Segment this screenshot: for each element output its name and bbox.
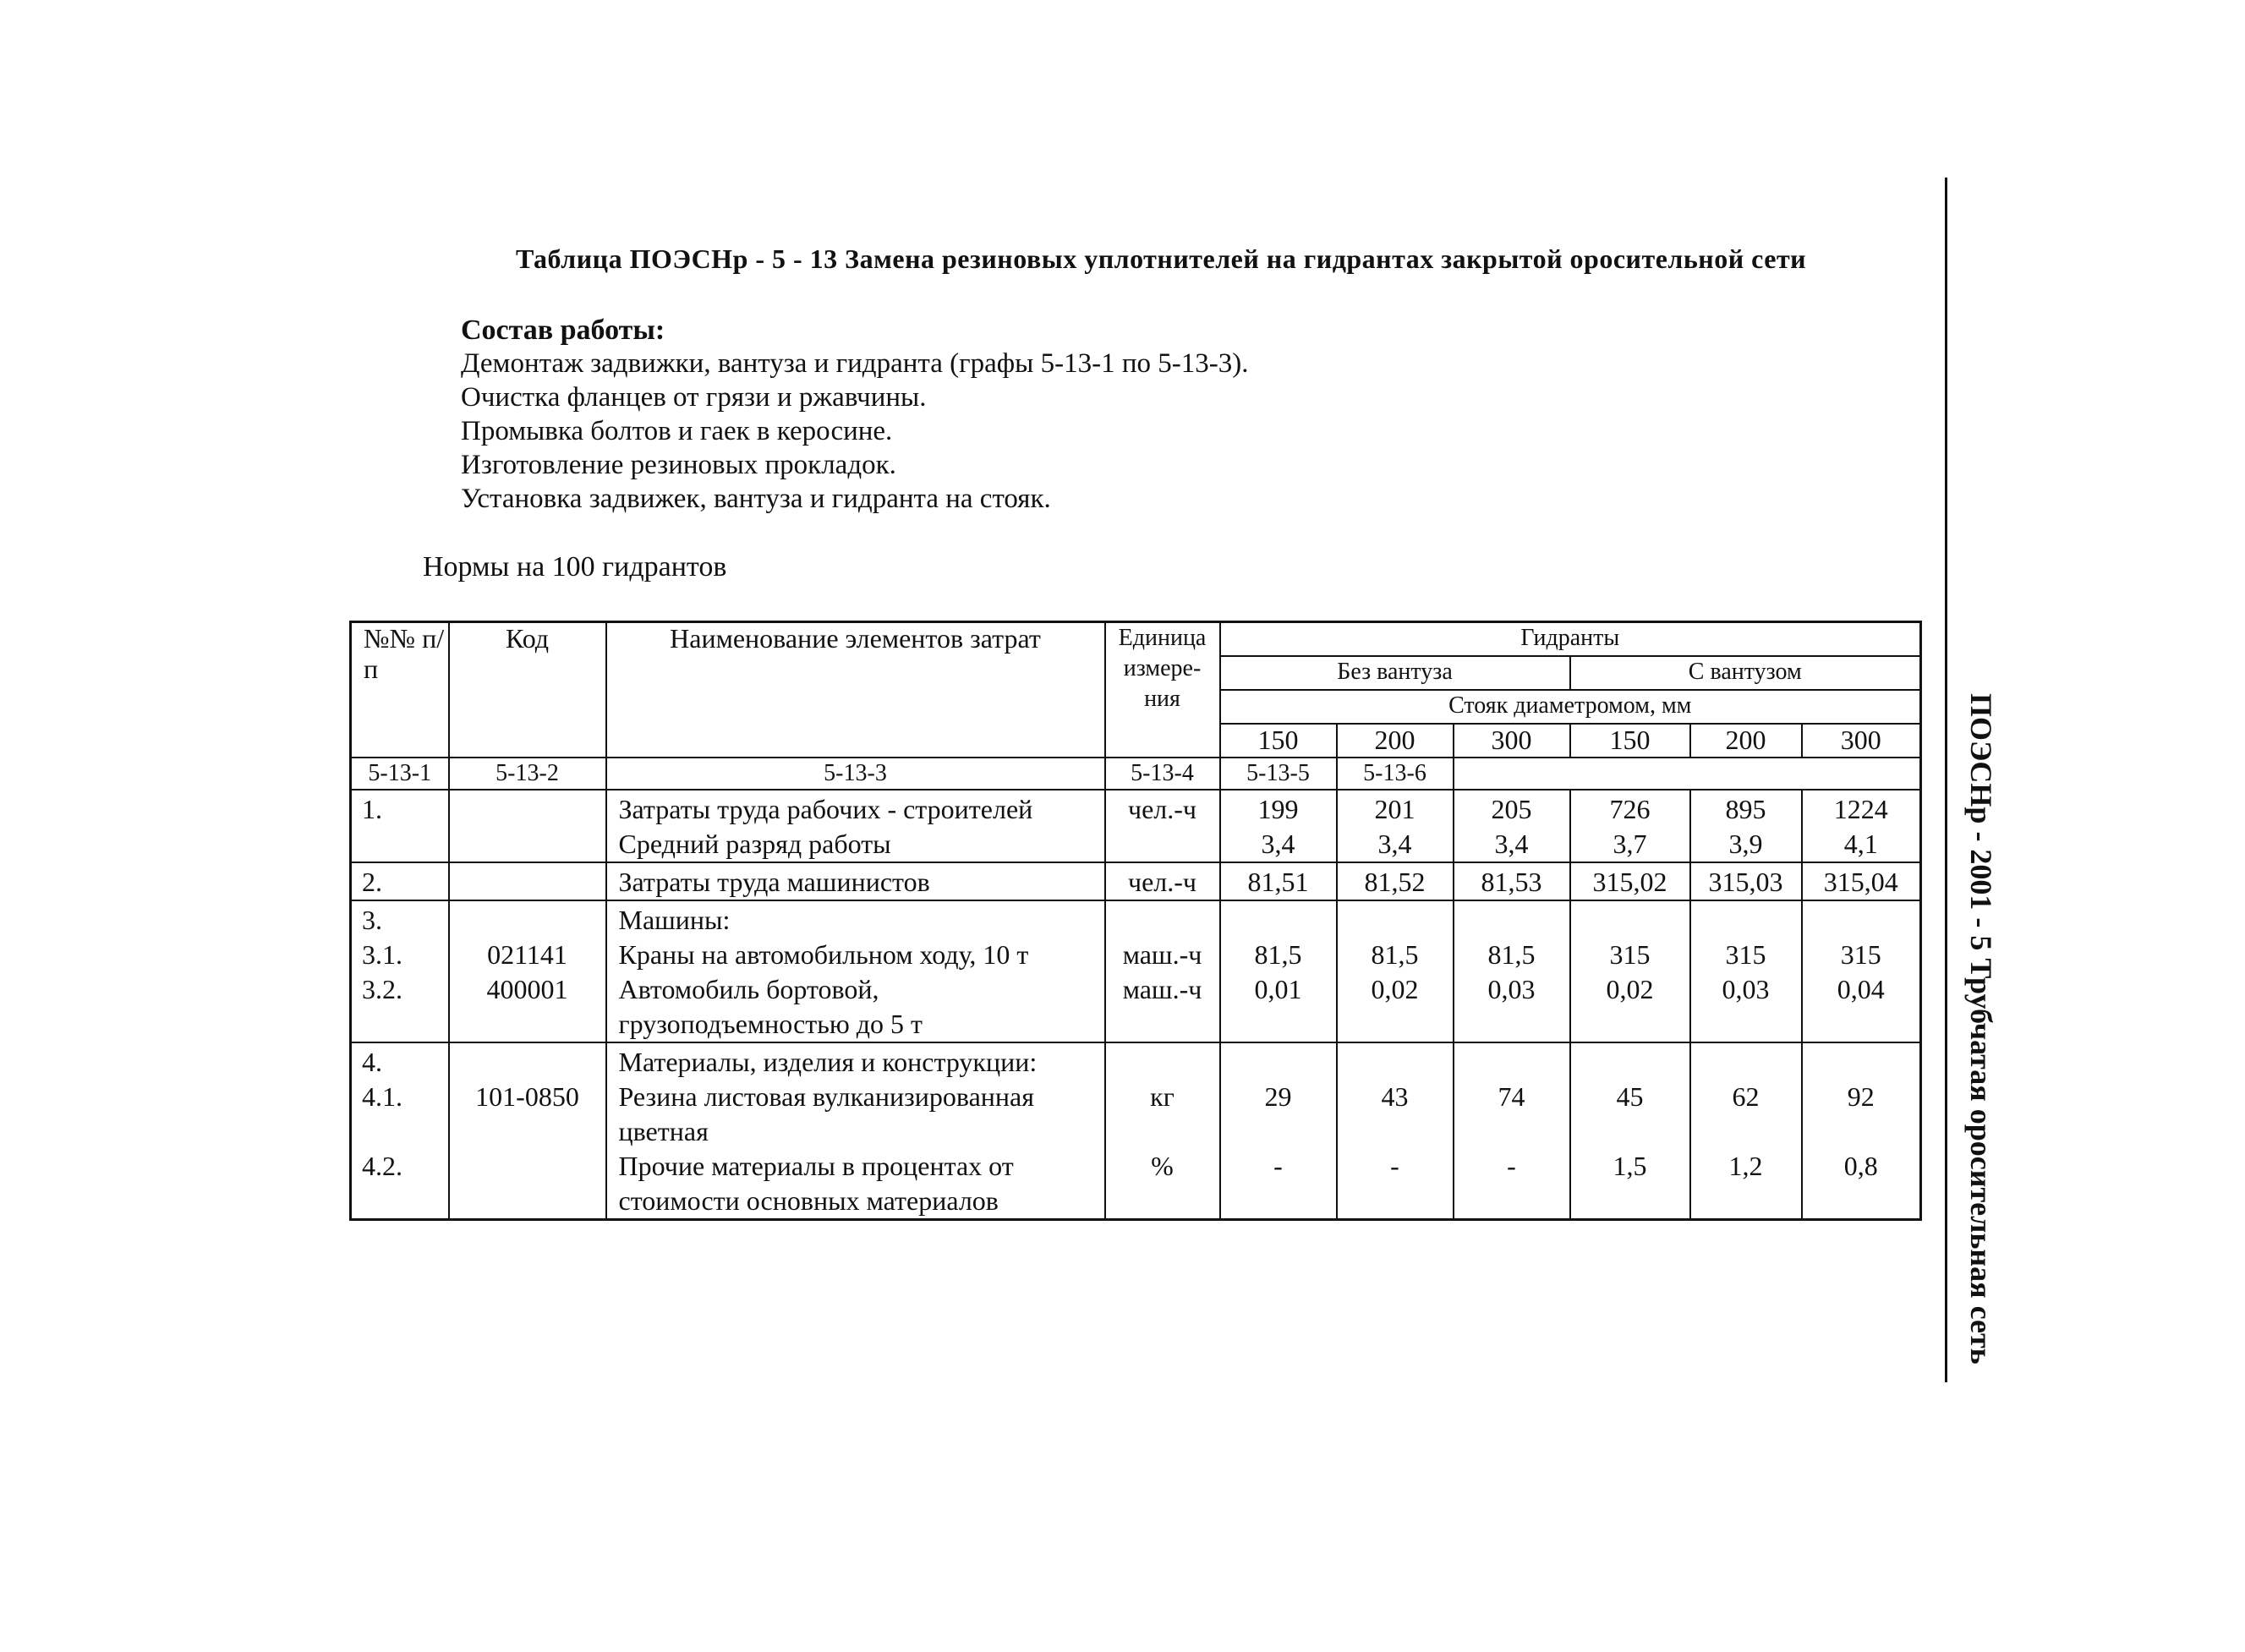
norms-label: Нормы на 100 гидрантов [423,551,727,583]
cell-text: 199 [1257,793,1299,824]
cell-value [1337,862,1454,900]
cell-value [1454,862,1570,900]
table-header [351,622,1921,790]
cell-text: - [1390,1150,1399,1181]
cell-value [1802,862,1921,900]
cell-num [351,1042,449,1220]
cell-text: 315,04 [1823,866,1898,897]
cell-text: Машины: [618,904,731,935]
cell-text: 4.2. [362,1150,402,1181]
cell-text: 0,02 [1371,973,1419,1004]
cell-text: чел.-ч [1127,793,1196,824]
cell-unit [1105,790,1220,862]
work-item: Изготовление резиновых прокладок. [461,450,896,480]
cell-text: 315 [1725,938,1766,970]
cell-text: 3. [362,904,382,935]
cell-text: 81,52 [1364,866,1426,897]
header-column-code: 5-13-1 [351,758,449,790]
cell-text: 0,01 [1254,973,1302,1004]
cell-value [1802,790,1921,862]
document-title: Таблица ПОЭСНр - 5 - 13 Замена резиновых уплотнителей на гидрантах закрытой оросительной сети [516,243,1807,274]
header-column-code: 5-13-3 [606,758,1105,790]
cell-text: Краны на автомобильном ходу, 10 т [618,938,1029,970]
cell-code [449,1042,606,1220]
cell-text: 4.1. [362,1080,402,1112]
cell-text: 74 [1498,1080,1525,1112]
cell-text: 45 [1616,1080,1644,1112]
cell-value [1454,1042,1570,1220]
cell-text: 81,53 [1481,866,1542,897]
cell-text: 29 [1264,1080,1292,1112]
cell-code [449,862,606,900]
cell-text: 81,5 [1371,938,1419,970]
cell-text: 1,2 [1728,1150,1763,1181]
cell-text: 3,7 [1613,828,1647,859]
cell-num [351,900,449,1042]
header-group-hydrants: Гидранты [1220,622,1921,656]
table-body [351,790,1921,1220]
cell-text: 315,03 [1708,866,1783,897]
cell-text: 315 [1609,938,1651,970]
cell-text: 3.2. [362,973,402,1004]
cell-value [1690,900,1802,1042]
work-item: Промывка болтов и гаек в керосине. [461,416,893,446]
header-code: Код [449,622,606,758]
cell-value [1454,900,1570,1042]
cell-text: 3,4 [1377,828,1412,859]
header-with-vantuz: С вантузом [1570,656,1921,690]
cell-value [1802,900,1921,1042]
cell-text: 3,4 [1261,828,1295,859]
cell-name [606,1042,1105,1220]
work-composition-list [461,347,1248,516]
cell-text: 205 [1491,793,1532,824]
cell-text: кг [1150,1080,1175,1112]
cell-value [1454,790,1570,862]
cell-text: 3.1. [362,938,402,970]
cell-num [351,790,449,862]
table-row-group [351,900,1921,1042]
cell-text: 0,8 [1843,1150,1878,1181]
cell-name [606,900,1105,1042]
cell-value [1570,862,1690,900]
cell-text: % [1151,1150,1174,1181]
cell-value [1570,900,1690,1042]
cell-name [606,862,1105,900]
cell-text: 3,9 [1728,828,1763,859]
cell-text: 0,02 [1606,973,1654,1004]
header-size: 300 [1454,724,1570,758]
side-rule [1945,178,1947,1382]
cell-text: 4. [362,1046,382,1077]
cell-text: маш.-ч [1122,938,1202,970]
cell-unit [1105,900,1220,1042]
cell-text: Затраты труда рабочих - строителей [618,793,1033,824]
work-composition-heading: Состав работы: [461,315,665,346]
cell-value [1570,1042,1690,1220]
cell-text: 4,1 [1843,828,1878,859]
header-size: 150 [1220,724,1337,758]
cell-value [1220,900,1337,1042]
cell-text: чел.-ч [1127,866,1196,897]
header-size: 300 [1802,724,1921,758]
cell-text: 81,5 [1254,938,1302,970]
cell-text: маш.-ч [1122,973,1202,1004]
cell-text: цветная [618,1115,709,1146]
cell-num [351,862,449,900]
cell-text: 201 [1374,793,1415,824]
cell-text: 62 [1732,1080,1760,1112]
cell-unit [1105,862,1220,900]
header-size: 200 [1690,724,1802,758]
cell-text: 400001 [486,973,568,1004]
header-size: 200 [1337,724,1454,758]
cell-text: 2. [362,866,382,897]
cell-text: 81,5 [1487,938,1536,970]
cell-text: - [1273,1150,1283,1181]
header-diameter: Стояк диаметромом, мм [1220,690,1921,724]
cell-text: Прочие материалы в процентах от [618,1150,1014,1181]
cell-text: Резина листовая вулканизированная [618,1080,1034,1112]
cell-value [1570,790,1690,862]
cell-value [1690,790,1802,862]
cell-text: Материалы, изделия и конструкции: [618,1046,1038,1077]
header-code-row [351,758,1921,790]
cell-text: - [1507,1150,1516,1181]
cell-text: 315,02 [1592,866,1667,897]
table-row-group [351,790,1921,862]
header-num: №№ п/п [351,622,449,758]
header-column-code: 5-13-5 [1220,758,1337,790]
cell-text: 1224 [1833,793,1888,824]
cell-unit [1105,1042,1220,1220]
cell-value [1337,1042,1454,1220]
cell-text: 1,5 [1613,1150,1647,1181]
cell-text: 92 [1847,1080,1875,1112]
cell-text: 895 [1725,793,1766,824]
cell-text: Затраты труда машинистов [618,866,930,897]
header-column-code: 5-13-6 [1337,758,1454,790]
cell-text: грузоподъемностью до 5 т [618,1008,923,1039]
cell-code [449,900,606,1042]
cell-value [1337,900,1454,1042]
table-row-group [351,862,1921,900]
cell-value [1220,790,1337,862]
cell-code [449,790,606,862]
cell-text: 81,51 [1247,866,1309,897]
norms-table [349,621,1922,1221]
cell-text: 0,03 [1722,973,1770,1004]
cell-text: Автомобиль бортовой, [618,973,879,1004]
header-column-code: 5-13-4 [1105,758,1220,790]
cell-text: Средний разряд работы [618,828,891,859]
cell-value [1220,1042,1337,1220]
work-item: Демонтаж задвижки, вантуза и гидранта (графы 5-13-1 по 5-13-3). [461,348,1249,379]
cell-text: 1. [362,793,382,824]
header-name: Наименование элементов затрат [606,622,1105,758]
table-row-group [351,1042,1921,1220]
work-item: Очистка фланцев от грязи и ржавчины. [461,382,927,413]
header-without-vantuz: Без вантуза [1220,656,1570,690]
cell-value [1802,1042,1921,1220]
work-item: Установка задвижек, вантуза и гидранта на стояк. [461,484,1051,514]
cell-text: 0,03 [1487,973,1536,1004]
cell-text: 315 [1840,938,1881,970]
cell-text: 726 [1609,793,1651,824]
cell-text: стоимости основных материалов [618,1184,999,1216]
header-size: 150 [1570,724,1690,758]
side-running-title: ПОЭСНр - 2001 - 5 Трубчатая оросительная сеть [1964,693,1998,1365]
cell-value [1690,1042,1802,1220]
cell-value [1220,862,1337,900]
cell-text: 3,4 [1494,828,1529,859]
cell-text: 43 [1381,1080,1409,1112]
cell-text: 021141 [487,938,567,970]
header-unit: Единица измере-ния [1105,622,1220,758]
cell-name [606,790,1105,862]
cell-text: 101-0850 [475,1080,579,1112]
cell-value [1337,790,1454,862]
cell-value [1690,862,1802,900]
header-column-code: 5-13-2 [449,758,606,790]
cell-text: 0,04 [1837,973,1885,1004]
